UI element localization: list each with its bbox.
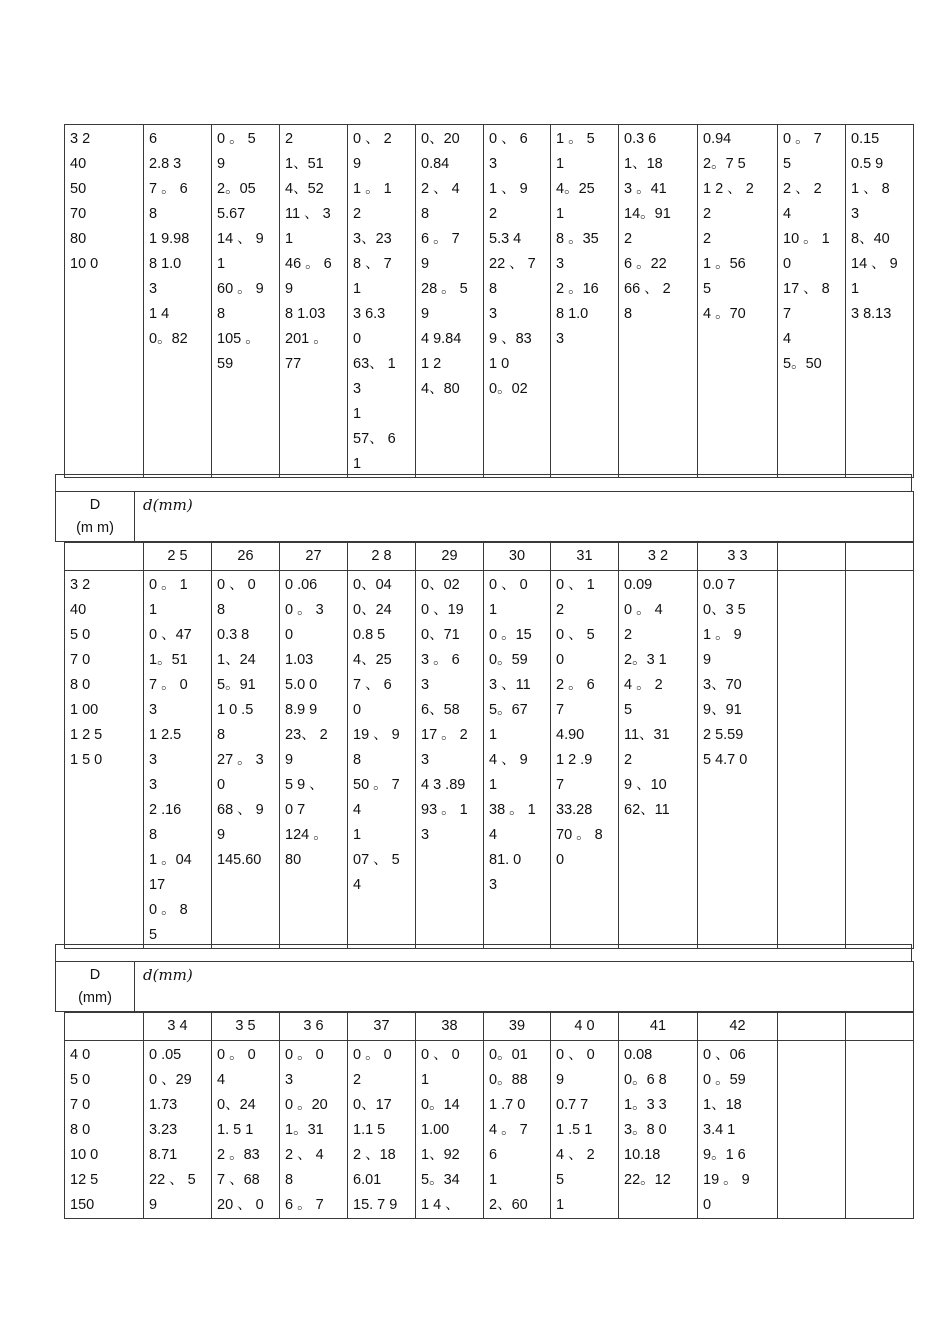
data-cell: 0 、 0 8 0.3 8 1、24 5。91 1 0 .5 8 27 。 3 0 68 、 9 9 145.60 [217,577,264,868]
column-header: 31 [576,548,593,564]
data-cell: 0 。 1 1 0 、47 1。51 7 。 0 3 1 2.5 3 3 2 .16 8 1 。04 17 0 。 8 5 [149,577,192,943]
column-header: 42 [729,1018,746,1034]
column-header: 38 [441,1018,458,1034]
table-row [65,1041,914,1219]
data-cell: 0 .05 0 、29 1.73 3.23 8.71 22 、 5 9 [149,1047,196,1213]
data-cell: 0 。 0 2 0、17 1.1 5 2 、18 6.01 15. 7 9 [353,1047,398,1213]
header-row [65,1013,914,1041]
data-cell: 0.09 0 。 4 2 2。3 1 4 。 2 5 11、31 2 9 、10 62、11 [624,577,670,818]
data-cell: 0 。 7 5 2 、 2 4 10 。 1 0 17 、 8 7 4 5。50 [783,131,830,372]
data-cell: 0 。 0 3 0 。20 1。31 2 、 4 8 6 。 7 [285,1047,328,1213]
column-header: 2 5 [167,548,188,564]
data-cell: 6 2.8 3 7 。 6 8 1 9.98 8 1.0 3 1 4 0。82 [149,131,190,347]
column-header: 29 [441,548,458,564]
data-cell: 0.3 6 1、18 3 。41 14。91 2 6 。22 66 、 2 8 [624,131,671,322]
data-cell: 0.08 0。6 8 1。3 3 3。8 0 10.18 22。12 [624,1047,671,1188]
table-row [65,125,914,478]
data-cell: 0、02 0 、19 0、71 3 。 6 3 6、58 17 。 2 3 4 3 .89 93 。 1 3 [421,577,468,843]
data-cell: 1 。 5 1 4。25 1 8 。35 3 2 。16 8 1.0 3 [556,131,599,347]
data-cell: 0 。 5 9 2。05 5.67 14 、 9 1 60 。 9 8 105 。 59 [217,131,264,372]
d-column-label: D (mm) [78,967,112,1006]
d-values-cell: 4 0 5 0 7 0 8 0 10 0 12 5 150 [70,1047,99,1213]
column-header: 4 0 [574,1018,595,1034]
data-cell: 2 1、51 4、52 11 、 3 1 46 。 6 9 8 1.03 201 。 77 [285,131,332,372]
data-cell: 0.15 0.5 9 1 、 8 3 8、40 14 、 9 1 3 8.13 [851,131,898,322]
column-header: 26 [237,548,254,564]
data-cell: 0 、 2 9 1 。 1 2 3、23 8 、 7 1 3 6.3 0 63、 1 3 1 57、 6 1 [353,131,396,472]
column-header: 30 [508,548,526,564]
column-header: 3 6 [303,1018,324,1034]
data-cell: 0 、 6 3 1 、 9 2 5.3 4 22 、 7 8 3 9 、83 1 0 0。02 [489,131,536,397]
data-cell: 0 、 0 1 0。14 1.00 1、92 5。34 1 4 、 [421,1047,460,1213]
header-row [65,543,914,571]
table-row [65,571,914,949]
column-header: 41 [649,1018,667,1034]
data-cell [846,571,913,573]
data-cell: 0 、06 0 。59 1、18 3.4 1 9。1 6 19 。 9 0 [703,1047,750,1213]
data-cell: 0 。 0 4 0、24 1. 5 1 2 。83 7 、68 20 、 0 [217,1047,264,1213]
column-header: 3 2 [647,548,669,564]
column-header: 3 5 [235,1018,256,1034]
column-header: 39 [508,1018,526,1034]
column-header: 27 [305,548,322,564]
data-cell: 0、20 0.84 2 、 4 8 6 。 7 9 28 。 5 9 4 9.84 1 2 4、80 [421,131,468,397]
data-cell: 0 、 0 9 0.7 7 1 .5 1 4 、 2 5 1 [556,1047,595,1213]
table-separator [55,944,912,961]
column-header: 37 [373,1018,390,1034]
data-cell [778,1041,845,1043]
section-header-2 [55,491,914,542]
d-column-label: D (m m) [76,497,114,536]
table-block-3 [64,1012,914,1219]
table-separator [55,474,912,491]
data-cell: 0 .06 0 。 3 0 1.03 5.0 0 8.9 9 23、 2 9 5 9 、 0 7 124 。 80 [285,577,328,868]
table-block-2 [64,542,914,949]
d-values-cell: 3 2 40 5 0 7 0 8 0 1 00 1 2 5 1 5 0 [70,577,103,768]
section-header-3 [55,961,914,1012]
column-header: 3 3 [727,548,748,564]
data-cell: 0 、 0 1 0 。15 0。59 3 、11 5。67 1 4 、 9 1 38 。 1 4 81. 0 3 [489,577,536,893]
data-cell: 0 、 1 2 0 、 5 0 2 。 6 7 4.90 1 2 .9 7 33.28 70 。 8 0 [556,577,603,868]
table-block-1 [64,124,914,478]
data-cell: 0.94 2。7 5 1 2 、 2 2 2 1 。56 5 4 。70 [703,131,754,322]
data-cell [778,571,845,573]
column-header: 3 4 [167,1018,188,1034]
column-header: 2 8 [371,548,392,564]
data-cell: 0.0 7 0、3 5 1 。 9 9 3、70 9、91 2 5.59 5 4.7 0 [703,577,748,768]
data-cell: 0、04 0、24 0.8 5 4、25 7 、 6 0 19 、 9 8 50 。 7 4 1 07 、 5 4 [353,577,400,893]
d-values-cell: 3 2 40 50 70 80 10 0 [70,131,99,272]
data-cell [846,1041,913,1043]
d-unit-label: d(mm) [143,966,193,984]
d-unit-label: d(mm) [143,496,193,514]
data-cell: 0。01 0。88 1 .7 0 4 。 7 6 1 2、60 [489,1047,528,1213]
